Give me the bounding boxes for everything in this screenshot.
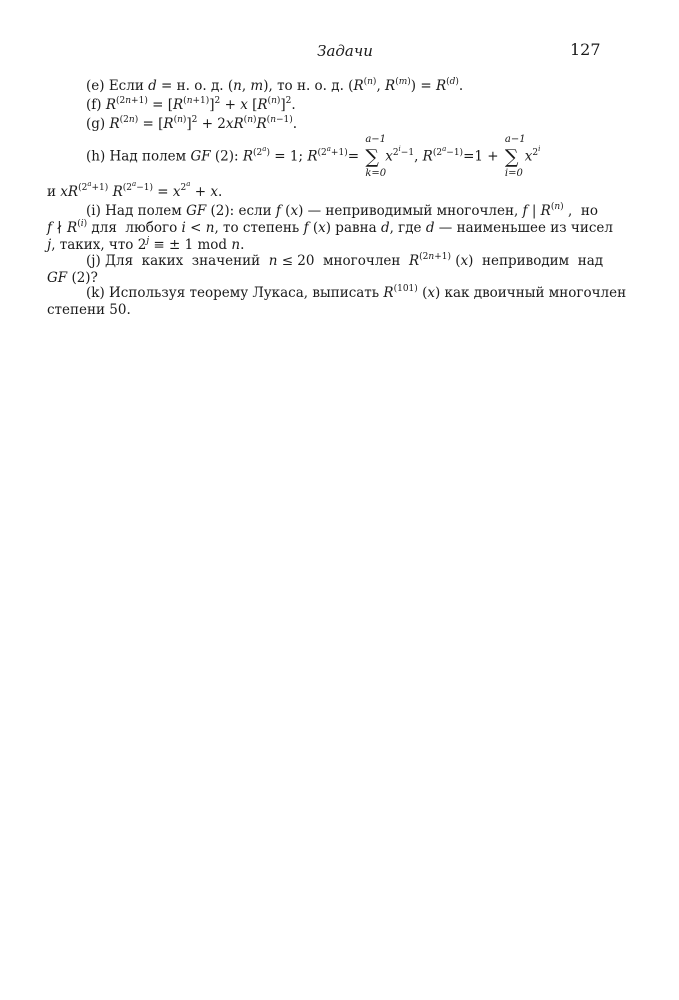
problem-e-label: (e)	[86, 78, 105, 94]
problem-j-label: (j)	[86, 253, 101, 269]
problem-i-line2: f ∤ $R^{(i)}$ для любого i < n, то степень f (x) равна d, где d — наименьшее из чисел	[47, 219, 613, 236]
problem-f-label: (f)	[86, 97, 102, 113]
problem-i-line3: j, таких, что $2^j$ ≡ ± 1 mod n.	[47, 236, 245, 253]
problem-j-line1: (j) Для каких значений n ≤ 20 многочлен $R^{(2n+1)}$ (x) неприводим над	[86, 252, 604, 269]
summation-i: a−1 ∑ i=0	[504, 134, 526, 179]
problem-f: (f) $R^{(2n+1)} = [R^{(n+1)}]^2 + x$ $[R^{(n)}]^2$.	[86, 96, 296, 113]
problem-e: (e) Если d = н. о. д. (n, m), то н. о. д. ($R^{(n)}$, $R^{(m)}) = R^{(d)}$.	[86, 77, 464, 94]
problem-k-line1: (k) Используя теорему Лукаса, выписать $R^{(101)}$ (x) как двоичный многочлен	[86, 284, 627, 301]
problem-i-line1: (i) Над полем GF (2): если f (x) — неприводимый многочлен, f | $R^{(n)}$ , но	[86, 202, 598, 219]
problem-h-line1: (h) Над полем GF (2): $R^{(2^a)} = 1$; $R^{(2^a+1)}=$ a−1 ∑ k=0 $x^{2^i-1}$, $R^{(2^a-1)}=1$ + a−1 ∑ i=0 $x^{2^i}$	[86, 134, 541, 179]
problem-i-label: (i)	[86, 203, 101, 219]
problem-j-line2: GF (2)?	[47, 270, 98, 286]
problem-k-label: (k)	[86, 285, 105, 301]
running-head-title: Задачи	[317, 42, 373, 60]
problem-h-line2: и $xR^{(2^a+1)}$ $R^{(2^a-1)} = x^{2^a} + x$.	[47, 180, 223, 200]
page-number: 127	[570, 40, 601, 59]
problem-h-label: (h)	[86, 148, 106, 165]
problem-g-label: (g)	[86, 116, 106, 132]
summation-k: a−1 ∑ k=0	[365, 134, 387, 179]
problem-g: (g) $R^{(2n)} = [R^{(n)}]^2 + 2xR^{(n)}R^{(n-1)}$.	[86, 115, 298, 132]
problem-k-line2: степени 50.	[47, 302, 131, 318]
